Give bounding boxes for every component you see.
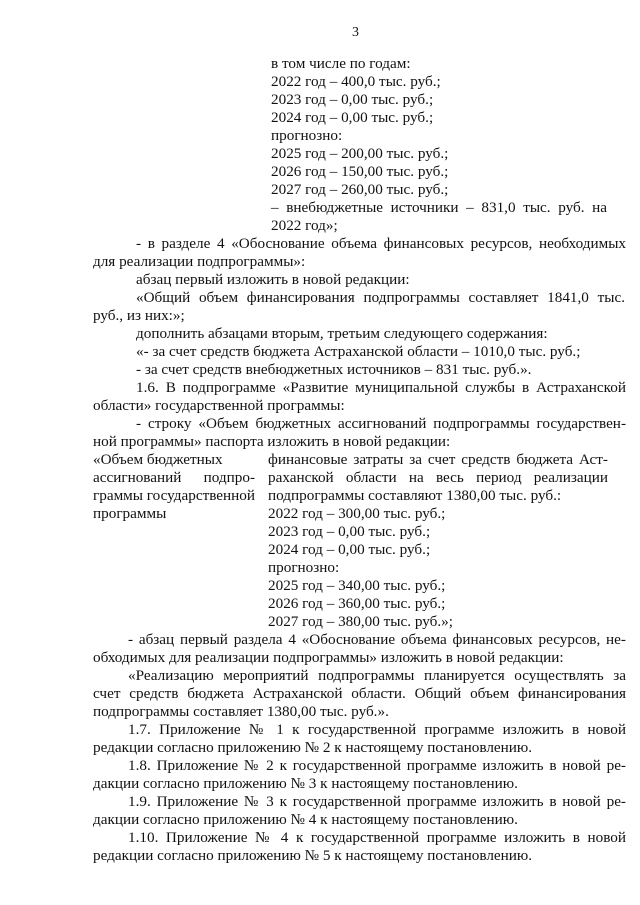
item-1-6-line: - строку «Объем бюджетных ассигнований подпрограммы государствен- bbox=[136, 415, 626, 432]
years-line: 2023 год – 0,00 тыс. руб.; bbox=[271, 91, 434, 108]
passport-right-line: прогнозно: bbox=[268, 559, 340, 576]
passport-right-line: 2027 год – 380,00 тыс. руб.»; bbox=[268, 613, 453, 630]
passport-right-line: 2025 год – 340,00 тыс. руб.; bbox=[268, 577, 446, 594]
item-line: редакции согласно приложению № 5 к настоящему постановлению. bbox=[93, 847, 533, 864]
section4-line: «- за счет средств бюджета Астраханской области – 1010,0 тыс. руб.; bbox=[136, 343, 581, 360]
passport-left-line: граммы государственной bbox=[93, 487, 256, 504]
passport-right-line: 2024 год – 0,00 тыс. руб.; bbox=[268, 541, 431, 558]
item-1-6-line: ной программы» паспорта изложить в новой редакции: bbox=[93, 433, 451, 450]
section4b-line: «Реализацию мероприятий подпрограммы планируется осуществлять за bbox=[128, 667, 626, 684]
passport-right-line: подпрограммы составляют 1380,00 тыс. руб.: bbox=[268, 487, 562, 504]
section4-line: - за счет средств внебюджетных источников – 831 тыс. руб.». bbox=[136, 361, 532, 378]
item-line: 1.8. Приложение № 2 к государственной программе изложить в новой ре- bbox=[128, 757, 626, 774]
years-line: 2027 год – 260,00 тыс. руб.; bbox=[271, 181, 449, 198]
passport-left-line: программы bbox=[93, 505, 167, 522]
years-line: – внебюджетные источники – 831,0 тыс. руб. на bbox=[271, 199, 607, 216]
item-line: редакции согласно приложению № 2 к настоящему постановлению. bbox=[93, 739, 533, 756]
section4b-line: счет средств бюджета Астраханской области. Общий объем финансирования bbox=[93, 685, 626, 702]
item-line: 1.7. Приложение № 1 к государственной программе изложить в новой bbox=[128, 721, 626, 738]
passport-right-line: 2022 год – 300,00 тыс. руб.; bbox=[268, 505, 446, 522]
years-line: в том числе по годам: bbox=[271, 55, 411, 72]
item-line: дакции согласно приложению № 4 к настоящему постановлению. bbox=[93, 811, 518, 828]
page-number: 3 bbox=[352, 25, 359, 40]
passport-right-line: финансовые затраты за счет средств бюджета Аст- bbox=[268, 451, 608, 468]
years-line: 2024 год – 0,00 тыс. руб.; bbox=[271, 109, 434, 126]
section4-line: для реализации подпрограммы»: bbox=[93, 253, 306, 270]
section4-line: абзац первый изложить в новой редакции: bbox=[136, 271, 410, 288]
section4b-line: обходимых для реализации подпрограммы» изложить в новой редакции: bbox=[93, 649, 564, 666]
passport-left-line: ассигнований подпро- bbox=[93, 469, 255, 486]
passport-left-line: «Объем бюджетных bbox=[93, 451, 223, 468]
section4-line: дополнить абзацами вторым, третьим следующего содержания: bbox=[136, 325, 548, 342]
years-line: 2025 год – 200,00 тыс. руб.; bbox=[271, 145, 449, 162]
years-line: 2022 год – 400,0 тыс. руб.; bbox=[271, 73, 441, 90]
passport-right-line: 2026 год – 360,00 тыс. руб.; bbox=[268, 595, 446, 612]
item-1-6-line: 1.6. В подпрограмме «Развитие муниципальной службы в Астраханской bbox=[136, 379, 626, 396]
section4-line: «Общий объем финансирования подпрограммы составляет 1841,0 тыс. bbox=[136, 289, 625, 306]
section4-line: руб., из них:»; bbox=[93, 307, 185, 324]
section4b-line: - абзац первый раздела 4 «Обоснование объема финансовых ресурсов, не- bbox=[128, 631, 626, 648]
section4-line: - в разделе 4 «Обоснование объема финансовых ресурсов, необходимых bbox=[136, 235, 626, 252]
item-line: 1.9. Приложение № 3 к государственной программе изложить в новой ре- bbox=[128, 793, 626, 810]
passport-right-line: 2023 год – 0,00 тыс. руб.; bbox=[268, 523, 431, 540]
item-line: 1.10. Приложение № 4 к государственной программе изложить в новой bbox=[128, 829, 626, 846]
section4b-line: подпрограммы составляет 1380,00 тыс. руб.». bbox=[93, 703, 389, 720]
years-line: 2026 год – 150,00 тыс. руб.; bbox=[271, 163, 449, 180]
years-line: 2022 год»; bbox=[271, 217, 338, 234]
years-line: прогнозно: bbox=[271, 127, 343, 144]
item-1-6-line: области» государственной программы: bbox=[93, 397, 345, 414]
passport-right-line: раханской области на весь период реализации bbox=[268, 469, 608, 486]
item-line: дакции согласно приложению № 3 к настоящему постановлению. bbox=[93, 775, 518, 792]
